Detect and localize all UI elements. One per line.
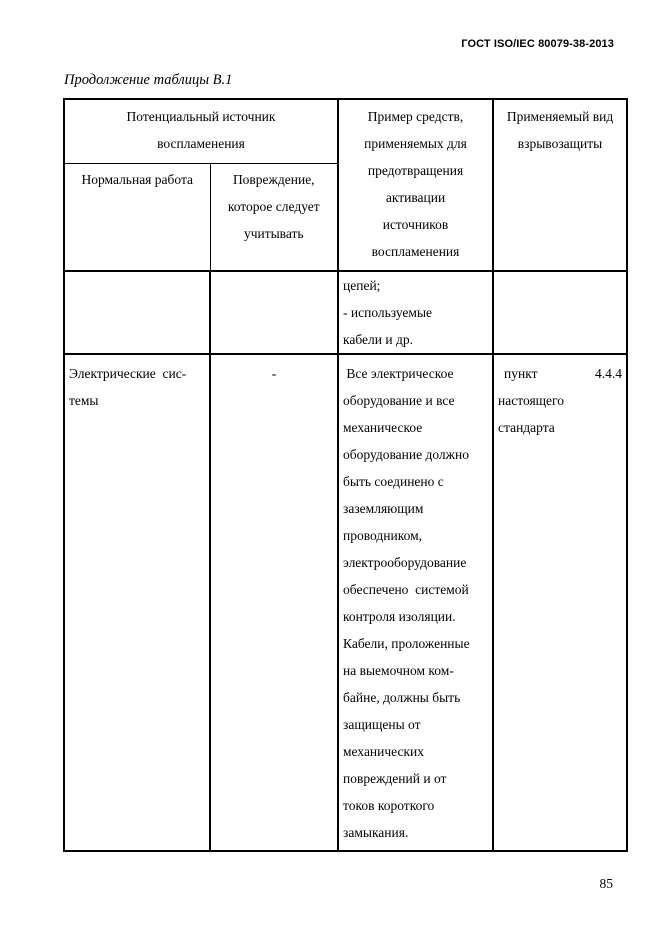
header-normal [64,164,210,272]
example-cont-line-3: кабели и др. [343,332,413,347]
protection-clause-word: пункт [504,366,538,381]
header-source-line-1: Потенциальный источник [126,109,276,124]
cell-damage-continuation [210,271,338,354]
protection-clause-number: 4.4.4 [595,366,623,381]
header-damage-line-3: учитывать [243,226,304,241]
example-electric-line-17: токов короткого [343,798,435,813]
normal-electric-line-1: Электрические сис- [69,366,187,381]
cell-protection-electric [493,354,627,851]
protection-electric-line-1 [498,360,622,387]
example-electric-line-3: механическое [343,420,423,435]
example-cont-line-2: - используемые [343,305,433,320]
standard-code: ГОСТ ISO/IEC 80079-38-2013 [461,38,614,50]
normal-electric-line-2: темы [69,393,99,408]
header-example-line-6: воспламенения [371,244,460,259]
cell-example-electric [338,354,493,851]
example-electric-line-11: Кабели, проложенные [343,636,470,651]
header-example-line-3: предотвращения [367,163,464,178]
example-electric-line-15: механических [343,744,425,759]
header-example-line-4: активации [385,190,446,205]
example-electric-line-1: Все электрическое [343,366,454,381]
header-source-line-2: воспламенения [157,136,245,151]
header-example-line-1: Пример средств, [367,109,464,124]
protection-electric-line-2: настоящего [498,393,564,408]
example-electric-line-5: быть соединено с [343,474,444,489]
header-protection [493,99,627,271]
table-row [64,271,627,354]
cell-damage-electric [210,354,338,851]
ignition-sources-table [63,98,628,852]
table-row [64,354,627,851]
header-protection-line-1: Применяемый вид [506,109,614,124]
cell-example-continuation [338,271,493,354]
example-electric-line-2: оборудование и все [343,393,455,408]
table-caption: Продолжение таблицы В.1 [64,72,233,88]
header-protection-line-2: взрывозащиты [517,136,603,151]
example-electric-line-4: оборудование должно [343,447,469,462]
example-electric-line-12: на выемочном ком- [343,663,454,678]
cell-normal-continuation [64,271,210,354]
example-electric-line-13: байне, должны быть [343,690,461,705]
damage-electric-value: - [271,366,277,381]
example-electric-line-7: проводником, [343,528,422,543]
example-electric-line-9: обеспечено системой [343,582,469,597]
cell-normal-electric [64,354,210,851]
protection-electric-line-3: стандарта [498,420,555,435]
cell-protection-continuation [493,271,627,354]
header-damage-line-1: Повреждение, [232,172,315,187]
header-example [338,99,493,271]
example-electric-line-10: контроля изоляции. [343,609,456,624]
example-electric-line-16: повреждений и от [343,771,447,786]
header-normal-label: Нормальная работа [81,172,194,187]
header-example-line-2: применяемых для [364,136,467,151]
page-number: 85 [599,876,613,891]
header-example-line-5: источников [382,217,449,232]
example-cont-line-1: цепей; [343,278,381,293]
example-electric-line-18: замыкания. [343,825,409,840]
header-damage-line-2: которое следует [227,199,320,214]
header-damage [210,164,338,272]
header-source-group [64,99,338,164]
example-electric-line-8: электрооборудование [343,555,467,570]
example-electric-line-6: заземляющим [343,501,424,516]
example-electric-line-14: защищены от [343,717,421,732]
